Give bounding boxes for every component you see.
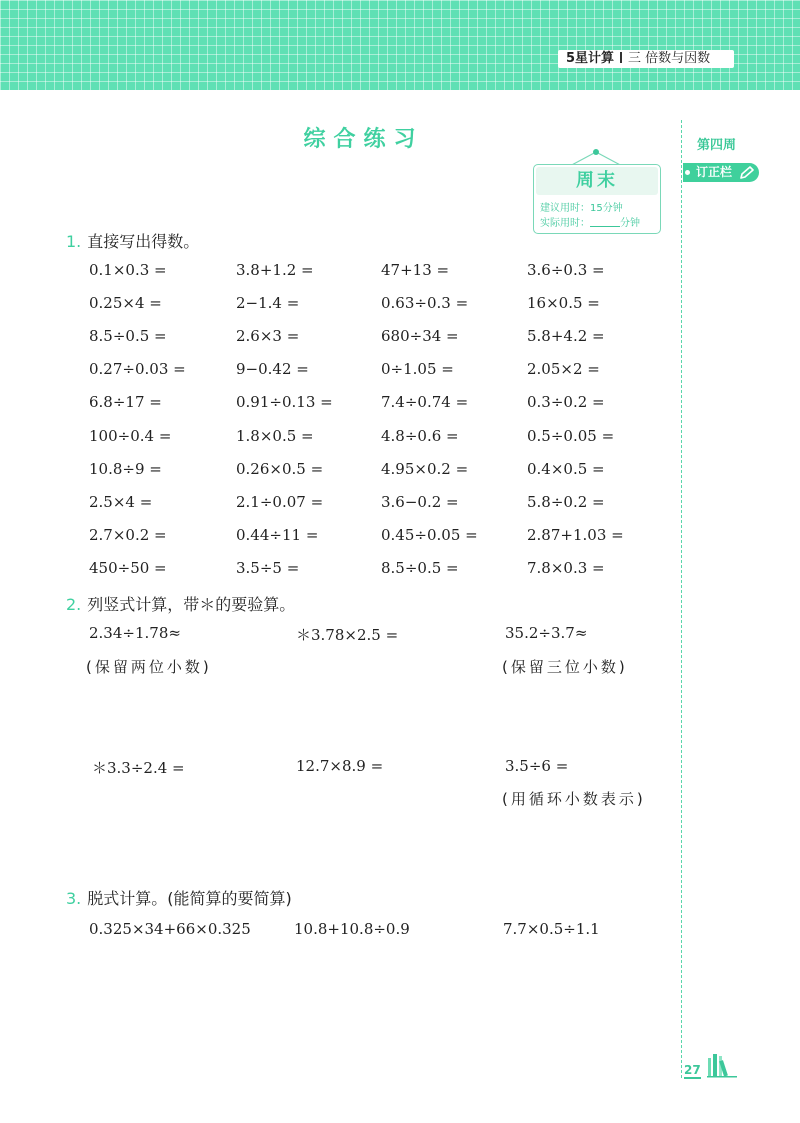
- q2-problem: ＊3.78×2.5 =: [296, 626, 399, 644]
- q1-problem: 47+13 =: [381, 261, 450, 279]
- q2-problem: ＊3.3÷2.4 =: [92, 759, 185, 777]
- q2-prompt: 列竖式计算，带＊的要验算。: [87, 595, 296, 614]
- q2-note: (用循环小数表示): [502, 790, 646, 808]
- q1-problem: 6.8÷17 =: [89, 393, 162, 411]
- q1-problem: 3.5÷5 =: [236, 559, 300, 577]
- q1-problem: 0.91÷0.13 =: [236, 393, 333, 411]
- q2-problem: 35.2÷3.7≈: [505, 624, 588, 642]
- q1-heading: [66, 229, 199, 252]
- correction-margin-line: [681, 120, 682, 1078]
- actual-time-blank: [590, 216, 620, 227]
- week-label: 第四周: [697, 138, 737, 153]
- q1-problem: 0.4×0.5 =: [527, 460, 605, 478]
- actual-time-prefix: 实际用时：: [540, 218, 590, 229]
- q1-problem: 2.87+1.03 =: [527, 526, 624, 544]
- q2-problem: 2.34÷1.78≈: [89, 624, 181, 642]
- q1-problem: 0.45÷0.05 =: [381, 526, 478, 544]
- q1-problem: 4.8÷0.6 =: [381, 427, 459, 445]
- q1-prompt: 直接写出得数。: [87, 232, 200, 251]
- q1-problem: 3.6÷0.3 =: [527, 261, 605, 279]
- q3-number: 3.: [66, 889, 82, 908]
- q3-problem: 7.7×0.5÷1.1: [503, 920, 600, 938]
- q1-problem: 0.1×0.3 =: [89, 261, 167, 279]
- q3-prompt: 脱式计算。(能简算的要简算): [87, 889, 292, 908]
- q1-number: 1.: [66, 232, 82, 251]
- q1-problem: 2.05×2 =: [527, 360, 600, 378]
- suggested-time: 建议用时：15分钟: [540, 203, 623, 214]
- q3-heading: [66, 886, 292, 909]
- q1-problem: 680÷34 =: [381, 327, 459, 345]
- actual-time: [540, 214, 640, 229]
- q1-problem: 10.8÷9 =: [89, 460, 162, 478]
- books-icon: [707, 1052, 739, 1078]
- q3-problem: 10.8+10.8÷0.9: [294, 920, 410, 938]
- page-title: 综合练习: [303, 127, 424, 152]
- q1-problem: 7.8×0.3 =: [527, 559, 605, 577]
- actual-time-suffix: 分钟: [620, 218, 640, 229]
- q3-problem: 0.325×34+66×0.325: [89, 920, 251, 938]
- q1-problem: 0.5÷0.05 =: [527, 427, 615, 445]
- q1-problem: 0.3÷0.2 =: [527, 393, 605, 411]
- q1-problem: 7.4÷0.74 =: [381, 393, 469, 411]
- time-card: [533, 164, 661, 234]
- q1-problem: 2.7×0.2 =: [89, 526, 167, 544]
- q1-problem: 16×0.5 =: [527, 294, 600, 312]
- q2-heading: [66, 592, 295, 615]
- q1-problem: 0.26×0.5 =: [236, 460, 324, 478]
- q1-problem: 0÷1.05 =: [381, 360, 454, 378]
- q2-note: (保留两位小数): [86, 658, 212, 676]
- q2-note: (保留三位小数): [502, 658, 628, 676]
- q1-problem: 4.95×0.2 =: [381, 460, 469, 478]
- q1-problem: 100÷0.4 =: [89, 427, 172, 445]
- q1-problem: 8.5÷0.5 =: [89, 327, 167, 345]
- q1-problem: 9−0.42 =: [236, 360, 309, 378]
- q1-problem: 450÷50 =: [89, 559, 167, 577]
- q1-problem: 0.25×4 =: [89, 294, 162, 312]
- q1-problem: 1.8×0.5 =: [236, 427, 314, 445]
- q1-problem: 8.5÷0.5 =: [381, 559, 459, 577]
- tag-hanger-icon: [0, 0, 800, 200]
- series-chapter: 三 倍数与因数: [628, 51, 711, 66]
- q1-problem: 2.5×4 =: [89, 493, 153, 511]
- q2-problem: 12.7×8.9 =: [296, 757, 384, 775]
- q2-problem: 3.5÷6 =: [505, 757, 569, 775]
- q1-problem: 0.63÷0.3 =: [381, 294, 469, 312]
- q1-problem: 2.6×3 =: [236, 327, 300, 345]
- q1-problem: 2.1÷0.07 =: [236, 493, 324, 511]
- q2-number: 2.: [66, 595, 82, 614]
- q1-problem: 0.44÷11 =: [236, 526, 319, 544]
- q1-problem: 2−1.4 =: [236, 294, 300, 312]
- q1-problem: 0.27÷0.03 =: [89, 360, 186, 378]
- q1-problem: 3.6−0.2 =: [381, 493, 459, 511]
- series-brand: 5星计算: [566, 51, 615, 66]
- time-card-heading: 周末: [536, 167, 658, 195]
- q1-problem: 5.8÷0.2 =: [527, 493, 605, 511]
- q1-problem: 5.8+4.2 =: [527, 327, 605, 345]
- correction-label: 订正栏: [696, 165, 733, 179]
- q1-problem: 3.8+1.2 =: [236, 261, 314, 279]
- page-number: 27: [684, 1063, 701, 1077]
